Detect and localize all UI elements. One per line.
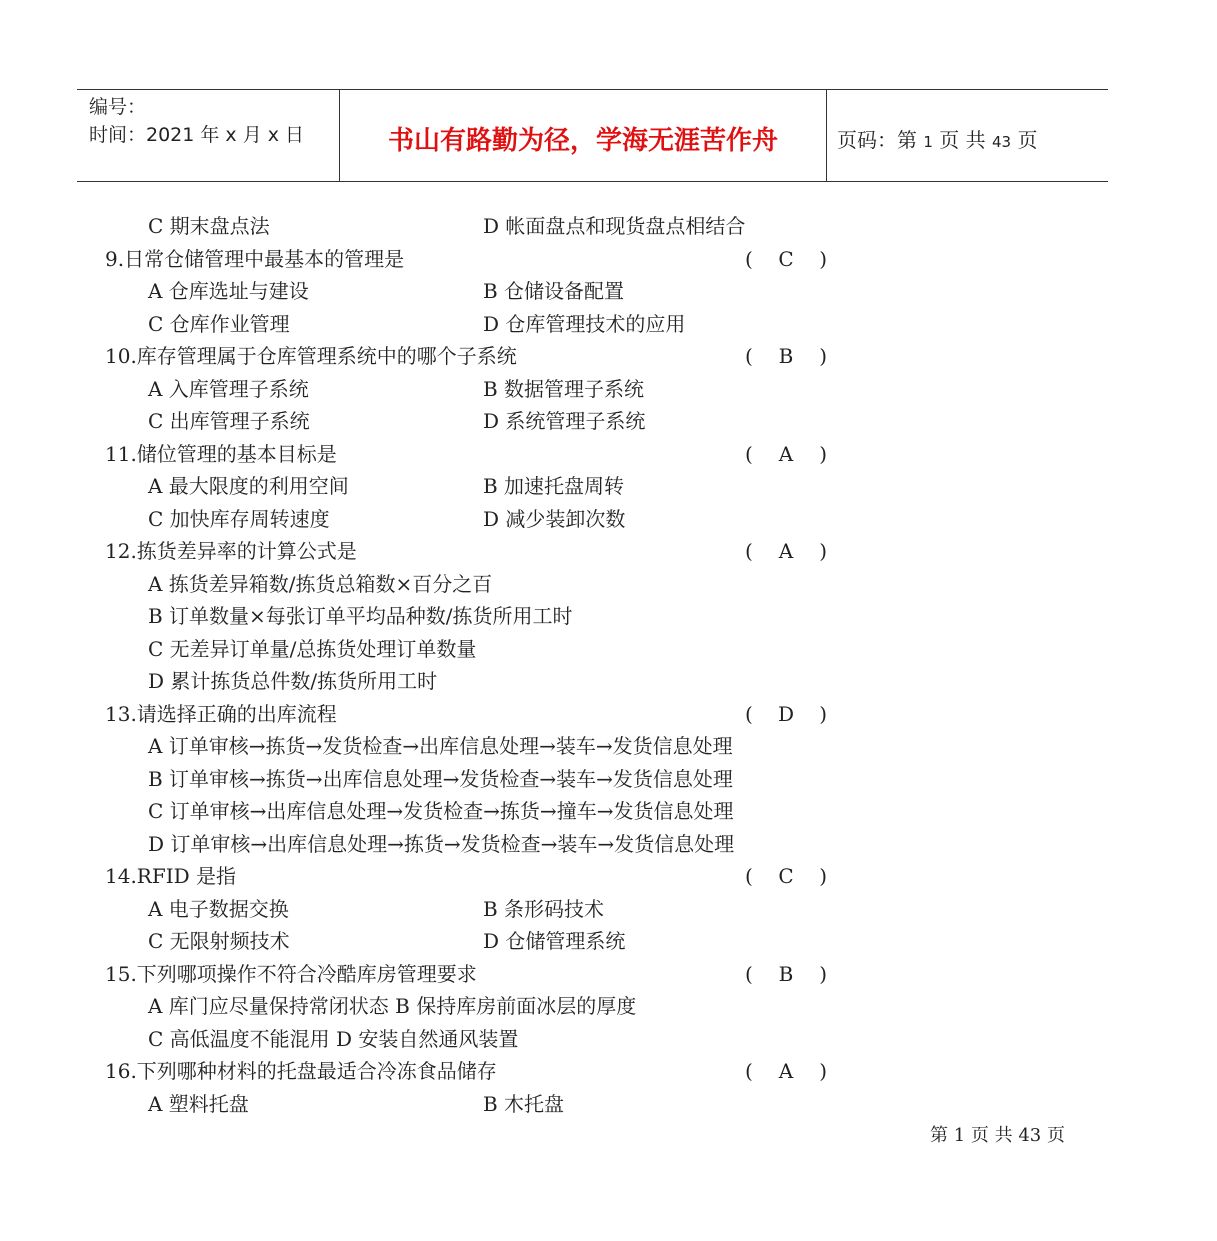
answer-close-paren: ) <box>819 246 827 271</box>
option-text: B 订单数量×每张订单平均品种数/拣货所用工时 <box>148 604 573 628</box>
question-row <box>105 535 837 567</box>
option-text: C 出库管理子系统 <box>148 409 310 433</box>
answer-box <box>745 535 827 567</box>
option-text: C 无限射频技术 <box>148 929 290 953</box>
option-text: C 订单审核→出库信息处理→发货检查→拣货→撞车→发货信息处理 <box>148 799 734 823</box>
option-text: C 仓库作业管理 <box>148 311 290 336</box>
page-mid: 页 共 <box>939 128 986 152</box>
answer-open-paren: ( <box>745 344 753 368</box>
question-text: 12.拣货差异率的计算公式是 <box>105 539 357 563</box>
answer-close-paren: ) <box>819 344 827 368</box>
answer-box <box>745 340 827 372</box>
answer-close-paren: ) <box>819 961 827 986</box>
option-text: D 减少装卸次数 <box>483 506 626 531</box>
header-motto-cell <box>340 90 827 181</box>
answer-close-paren: ) <box>819 864 827 888</box>
answer-box <box>745 243 827 275</box>
answer-box <box>745 438 827 470</box>
option-text: B 条形码技术 <box>483 896 605 921</box>
question-text: 14.RFID 是指 <box>105 864 237 888</box>
option-text: A 电子数据交换 <box>148 896 289 921</box>
answer-value: A <box>778 539 794 563</box>
question-row <box>105 340 837 372</box>
question-text: 9.日常仓储管理中最基本的管理是 <box>105 246 405 271</box>
answer-close-paren: ) <box>819 539 827 563</box>
option-text: D 帐面盘点和现货盘点相结合 <box>483 214 746 238</box>
page-suffix: 页 <box>1017 128 1038 152</box>
question-row <box>105 243 837 275</box>
option-text: A 最大限度的利用空间 <box>148 474 349 498</box>
option-text: B 订单审核→拣货→出库信息处理→发货检查→装车→发货信息处理 <box>148 766 733 791</box>
page-label: 页码：第 <box>837 128 917 152</box>
question-text: 10.库存管理属于仓库管理系统中的哪个子系统 <box>105 344 517 368</box>
header-page-cell <box>827 90 1108 181</box>
option-text: B 加速托盘周转 <box>483 474 625 498</box>
question-text: 11.储位管理的基本目标是 <box>105 441 337 466</box>
question-row <box>105 698 837 730</box>
answer-open-paren: ( <box>745 864 753 888</box>
option-text: C 无差异订单量/总拣货处理订单数量 <box>148 636 477 661</box>
answer-value: B <box>778 961 794 986</box>
header-info-cell <box>77 90 340 181</box>
option-text: A 塑料托盘 <box>148 1091 249 1116</box>
question-text: 16.下列哪种材料的托盘最适合冷冻食品储存 <box>105 1059 497 1083</box>
answer-close-paren: ) <box>819 441 827 466</box>
question-row <box>105 958 837 990</box>
option-text: C 加快库存周转速度 <box>148 506 330 531</box>
option-text: D 系统管理子系统 <box>483 409 646 433</box>
option-text: A 仓库选址与建设 <box>148 279 309 303</box>
answer-box <box>745 1055 827 1087</box>
answer-box <box>745 698 827 730</box>
answer-open-paren: ( <box>745 246 753 271</box>
page-header <box>77 89 1108 182</box>
answer-value: D <box>777 701 795 726</box>
option-text: A 入库管理子系统 <box>148 376 309 401</box>
question-row <box>105 1055 837 1087</box>
answer-value: C <box>778 864 794 888</box>
option-text: A 订单审核→拣货→发货检查→出库信息处理→装车→发货信息处理 <box>148 734 733 758</box>
number-label: 编号： <box>89 96 147 118</box>
answer-value: B <box>778 344 794 368</box>
option-text: B 数据管理子系统 <box>483 376 645 401</box>
question-text: 13.请选择正确的出库流程 <box>105 701 337 726</box>
option-text: D 订单审核→出库信息处理→拣货→发货检查→装车→发货信息处理 <box>148 831 735 856</box>
option-text: B 木托盘 <box>483 1091 565 1116</box>
answer-box <box>745 860 827 892</box>
option-text: C 高低温度不能混用 D 安装自然通风装置 <box>148 1026 519 1051</box>
answer-close-paren: ) <box>819 1059 827 1083</box>
date-line: 时间：2021 年 x 月 x 日 <box>89 124 305 146</box>
answer-open-paren: ( <box>745 961 753 986</box>
answer-value: A <box>778 1059 794 1083</box>
answer-open-paren: ( <box>745 441 753 466</box>
answer-open-paren: ( <box>745 539 753 563</box>
option-text: A 拣货差异箱数/拣货总箱数×百分之百 <box>148 571 493 596</box>
answer-open-paren: ( <box>745 1059 753 1083</box>
question-row <box>105 860 837 892</box>
answer-value: A <box>778 441 794 466</box>
option-text: D 仓库管理技术的应用 <box>483 311 686 336</box>
option-text: D 累计拣货总件数/拣货所用工时 <box>148 669 438 693</box>
answer-box <box>745 958 827 990</box>
page-code <box>837 124 1037 153</box>
page-current: 1 <box>923 133 933 151</box>
question-row <box>105 438 837 470</box>
answer-open-paren: ( <box>745 701 753 726</box>
page-total: 43 <box>991 133 1012 151</box>
question-text: 15.下列哪项操作不符合冷酷库房管理要求 <box>105 961 477 986</box>
option-text: C 期末盘点法 <box>148 214 270 238</box>
option-text: B 仓储设备配置 <box>483 279 625 303</box>
answer-value: C <box>778 246 794 271</box>
answer-close-paren: ) <box>819 701 827 726</box>
page-footer: 第 1 页 共 43 页 <box>930 1125 1065 1146</box>
option-text: A 库门应尽量保持常闭状态 B 保持库房前面冰层的厚度 <box>148 994 637 1018</box>
option-text: D 仓储管理系统 <box>483 929 626 953</box>
motto: 书山有路勤为径，学海无涯苦作舟 <box>387 126 778 156</box>
